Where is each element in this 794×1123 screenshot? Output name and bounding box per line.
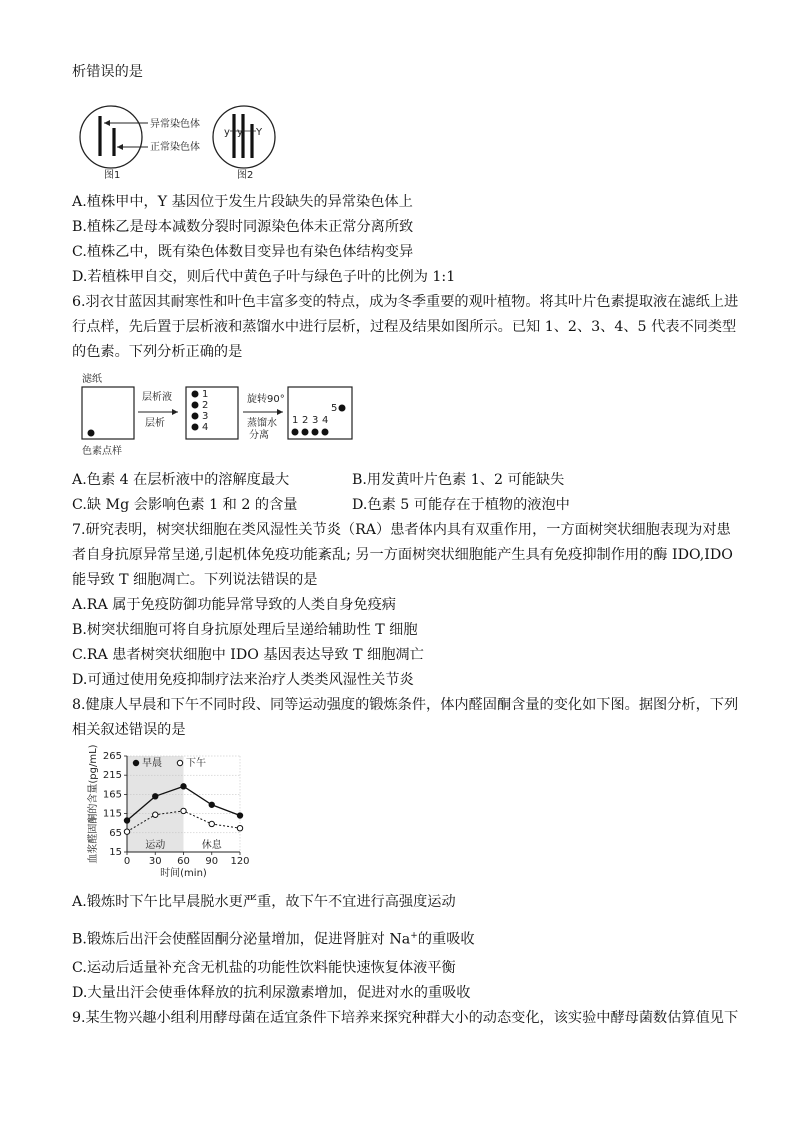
q8-option-a: A.锻炼时下午比早晨脱水更严重，故下午不宜进行高强度运动: [72, 894, 456, 910]
q5-option-c: C.植株乙中，既有染色体数目变异也有染色体结构变异: [72, 244, 414, 260]
q5-option-b: B.植株乙是母本减数分裂时同源染色体未正常分离所致: [72, 219, 414, 235]
q6-stem-3: 的色素。下列分析正确的是: [72, 344, 243, 360]
arrow2-bottom: 分离: [249, 430, 269, 441]
arrow1-bottom: 层析: [145, 418, 165, 429]
gene-y2: y: [237, 127, 243, 138]
q8-option-b-text: B.锻炼后出汗会使醛固酮分泌量增加，促进肾脏对 Na: [72, 931, 411, 948]
x-tick-label: 120: [230, 856, 250, 867]
x-tick-label: 30: [148, 856, 162, 867]
data-point: [124, 818, 129, 823]
q5-option-d: D.若植株甲自交，则后代中黄色子叶与绿色子叶的比例为 1:1: [72, 269, 456, 285]
q7-option-c: C.RA 患者树突状细胞中 IDO 基因表达导致 T 细胞凋亡: [72, 647, 424, 663]
arrow1-top: 层析液: [142, 392, 172, 403]
legend-label: 早晨: [142, 758, 162, 769]
v-label-2: 2: [202, 400, 209, 411]
y-tick-label: 265: [102, 751, 122, 762]
q8-stem-1: 8.健康人早晨和下午不同时段、同等运动强度的锻炼条件，体内醛固酮含量的变化如下图。据图分析，下列: [72, 697, 739, 713]
data-point: [124, 829, 129, 834]
x-tick-label: 90: [205, 856, 219, 867]
v-label-4: 4: [202, 422, 209, 433]
legend-marker: [133, 760, 138, 765]
sodium-superscript: +: [410, 931, 418, 941]
x-tick-label: 0: [123, 856, 131, 867]
arrow2-top: 旋转90°: [247, 394, 285, 405]
dot5-label: 5: [331, 403, 338, 414]
label-abnormal: 异常染色体: [150, 119, 200, 130]
q8-option-c: C.运动后适量补充含无机盐的功能性饮料能快速恢复体液平衡: [72, 960, 456, 976]
spot-label: 色素点样: [82, 446, 122, 457]
aldosterone-chart: [82, 744, 262, 884]
fig2-diagram: [213, 106, 275, 181]
chromatography-figure: [76, 370, 366, 462]
x-axis-label: 时间(min): [160, 868, 207, 879]
q8-option-b: [72, 926, 475, 950]
q7-stem-2: 者自身抗原异常呈递,引起机体免疫功能紊乱; 另一方面树突状细胞能产生具有免疫抑制作用的酶 IDO,IDO: [72, 547, 733, 563]
q6-option-c: C.缺 Mg 会影响色素 1 和 2 的含量: [72, 497, 298, 513]
x-tick-label: 60: [177, 856, 190, 867]
header-line: 析错误的是: [72, 64, 143, 80]
data-point: [181, 784, 186, 789]
q7-stem-1: 7.研究表明，树突状细胞在类风湿性关节炎（RA）患者体内具有双重作用，一方面树突状细胞表现为对患: [72, 522, 731, 538]
paper-label: 滤纸: [82, 374, 102, 385]
fig2-caption: 图2: [237, 170, 254, 181]
rest-label: 休息: [201, 840, 222, 851]
q7-option-b: B.树突状细胞可将自身抗原处理后呈递给辅助性 T 细胞: [72, 622, 418, 638]
q9-stem: 9.某生物兴趣小组利用酵母菌在适宜条件下培养来探究种群大小的动态变化，该实验中酵母菌数估算值见下: [72, 1010, 739, 1026]
h-label-1: 1: [292, 415, 299, 426]
data-point: [237, 825, 242, 830]
q6-stem-1: 6.羽衣甘蓝因其耐寒性和叶色丰富多变的特点，成为冬季重要的观叶植物。将其叶片色素提取液在滤纸上进: [72, 294, 739, 310]
q6-option-d: D.色素 5 可能存在于植物的液泡中: [352, 497, 570, 513]
exercise-label: 运动: [145, 840, 166, 851]
y-tick-label: 215: [102, 770, 122, 782]
v-label-1: 1: [202, 389, 209, 400]
q7-option-d: D.可通过使用免疫抑制疗法来治疗人类类风湿性关节炎: [72, 672, 414, 688]
fig1-diagram: [80, 106, 200, 181]
y-tick-label: 65: [109, 827, 122, 839]
legend-marker: [177, 760, 182, 765]
data-point: [153, 812, 158, 817]
q6-stem-2: 行点样，先后置于层析液和蒸馏水中进行层析，过程及结果如图所示。已知 1、2、3、4、5 代表不同类型: [72, 319, 737, 335]
q7-option-a: A.RA 属于免疫防御功能异常导致的人类自身免疫病: [72, 597, 396, 613]
q7-stem-3: 能导致 T 细胞凋亡。下列说法错误的是: [72, 572, 318, 588]
q8-stem-2: 相关叙述错误的是: [72, 722, 186, 738]
data-point: [181, 808, 186, 813]
legend-label: 下午: [186, 758, 206, 769]
data-point: [153, 794, 158, 799]
y-tick-label: 165: [102, 789, 122, 801]
h-label-2: 2: [302, 415, 309, 426]
q6-option-b: B.用发黄叶片色素 1、2 可能缺失: [352, 472, 565, 488]
fig1-caption: 图1: [104, 170, 121, 181]
y-tick-label: 15: [109, 847, 122, 858]
h-label-3: 3: [312, 415, 319, 426]
chromosome-figure: [78, 100, 298, 182]
gene-Y: Y: [256, 127, 263, 138]
data-point: [209, 821, 214, 826]
v-label-3: 3: [202, 411, 209, 422]
arrow2-mid: 蒸馏水: [247, 418, 277, 429]
sample-spot: [88, 430, 95, 437]
q5-option-a: A.植株甲中，Y 基因位于发生片段缺失的异常染色体上: [72, 194, 413, 210]
h-label-4: 4: [322, 415, 329, 426]
q8-option-b-tail: 的重吸收: [417, 931, 475, 948]
data-point: [237, 813, 242, 818]
y-tick-label: 115: [102, 808, 122, 820]
label-normal: 正常染色体: [150, 142, 200, 153]
gene-y1: y: [224, 127, 230, 138]
y-axis-label: 血浆醛固酮的含量(pg/mL): [88, 744, 99, 864]
data-point: [209, 802, 214, 807]
exercise-shaded-region: [127, 756, 184, 852]
q6-option-a: A.色素 4 在层析液中的溶解度最大: [72, 472, 290, 488]
q8-option-d: D.大量出汗会使垂体释放的抗利尿激素增加，促进对水的重吸收: [72, 985, 471, 1001]
